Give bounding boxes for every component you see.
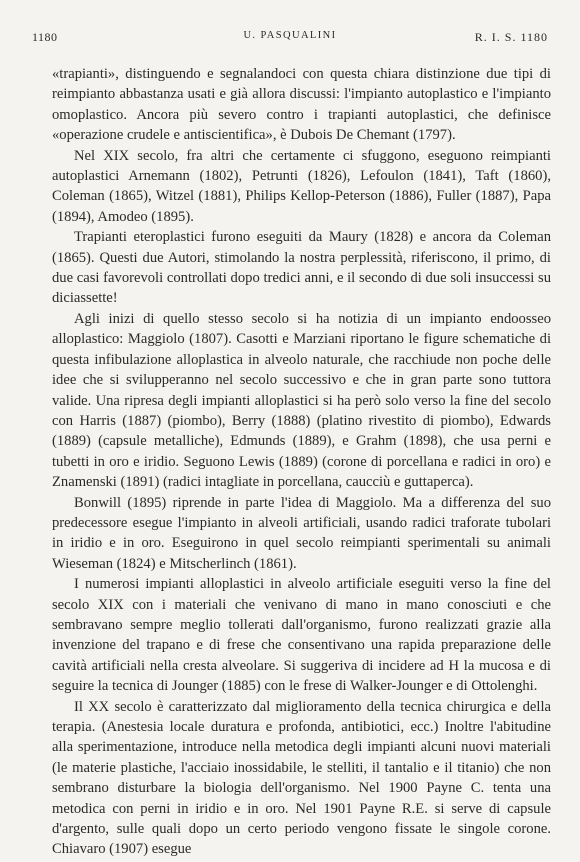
body-text [52,64,551,860]
page-number-left: 1180 [32,30,58,44]
paragraph: I numerosi impianti alloplastici in alveolo artificiale eseguiti verso la fine del secolo XIX con i materiali che venivano di mano in mano conosciuti e che sembravano sempre meglio tollerati dall'organismo, furono realizzati grazie alla invenzione del trapano e di frese che consentivano una rapida preparazione delle cavità artificiali nella cresta alveolare. Si suggeriva di incidere ad H la mucosa e di seguire la tecnica di Jounger (1885) con le frese di Walker-Jounger e di Ottolenghi. [52,576,551,695]
paragraph: Bonwill (1895) riprende in parte l'idea di Maggiolo. Ma a differenza del suo predecessore esegue l'impianto in alveoli artificiali, usando radici traforate tubolari in iridio e in oro. Eseguirono in quel secolo reimpianti sperimentali su animali Wieseman (1824) e Mitscherlinch (1861). [52,494,551,572]
paragraph: Trapianti eteroplastici furono eseguiti da Maury (1828) e ancora da Coleman (1865). Questi due Autori, stimolando la nostra perplessità, riferiscono, il primo, di due casi favorevoli controllati dopo tredici anni, e il secondo di due soli insuccessi su diciassette! [52,229,551,307]
paragraph-continuation: «trapianti», distinguendo e segnalandoci con questa chiara distinzione due tipi di reimpianto abbastanza usati e già allora discussi: l'impianto autoplastico e l'impianto omoplastico. Ancora più severo contro i trapianti autoplastici, che definisce «operazione crudele e antiscientifica», è Dubois De Chemant (1797). [52,66,551,144]
paragraph: Agli inizi di quello stesso secolo si ha notizia di un impianto endoosseo alloplastico: Maggiolo (1807). Casotti e Marziani riportano le figure schematiche di questa infibulazione alloplastica in alveolo naturale, che racchiude non poche delle idee che si svilupperanno nel secolo successivo e che in gran parte sono tuttora valide. Una ripresa degli impianti alloplastici si ha però solo verso la fine del secolo con Harris (1887) (piombo), Berry (1888) (platino rivestito di piombo), Edwards (1889) (capsule metalliche), Edmunds (1889), e Grahm (1898), che usa perni e tubetti in oro e iridio. Seguono Lewis (1889) (corone di porcellana e radici in oro) e Znamenski (1891) (radici intagliate in porcellana, caucciù e guttaperca). [52,310,551,491]
paragraph: Nel XIX secolo, fra altri che certamente ci sfuggono, eseguono reimpianti autoplastici Arnemann (1802), Petrunti (1826), Lefoulon (1841), Taft (1860), Coleman (1865), Witzel (1881), Philips Kellop-Peterson (1886), Fuller (1887), Papa (1894), Amodeo (1895). [52,147,551,225]
paragraph: Il XX secolo è caratterizzato dal miglioramento della tecnica chirurgica e della terapia. (Anestesia locale duratura e profonda, antibiotici, ecc.) Inoltre l'abitudine alla sperimentazione, introduce nella metodica degli impianti alcuni nuovi materiali (le materie plastiche, l'acciaio inossidabile, le stelliti, il tantalio e il titanio) che non sembrano disturbare la biologia dell'organismo. Nel 1900 Payne C. tenta una metodica con perni in iridio e in oro. Nel 1901 Payne R.E. si serve di capsule d'argento, sulle quali dopo un certo periodo vengono fissate le singole corone. Chiavaro (1907) esegue [52,698,551,858]
running-header [32,30,548,48]
journal-reference: R. I. S. 1180 [474,30,548,44]
author-header: U. PASQUALINI [243,30,337,41]
